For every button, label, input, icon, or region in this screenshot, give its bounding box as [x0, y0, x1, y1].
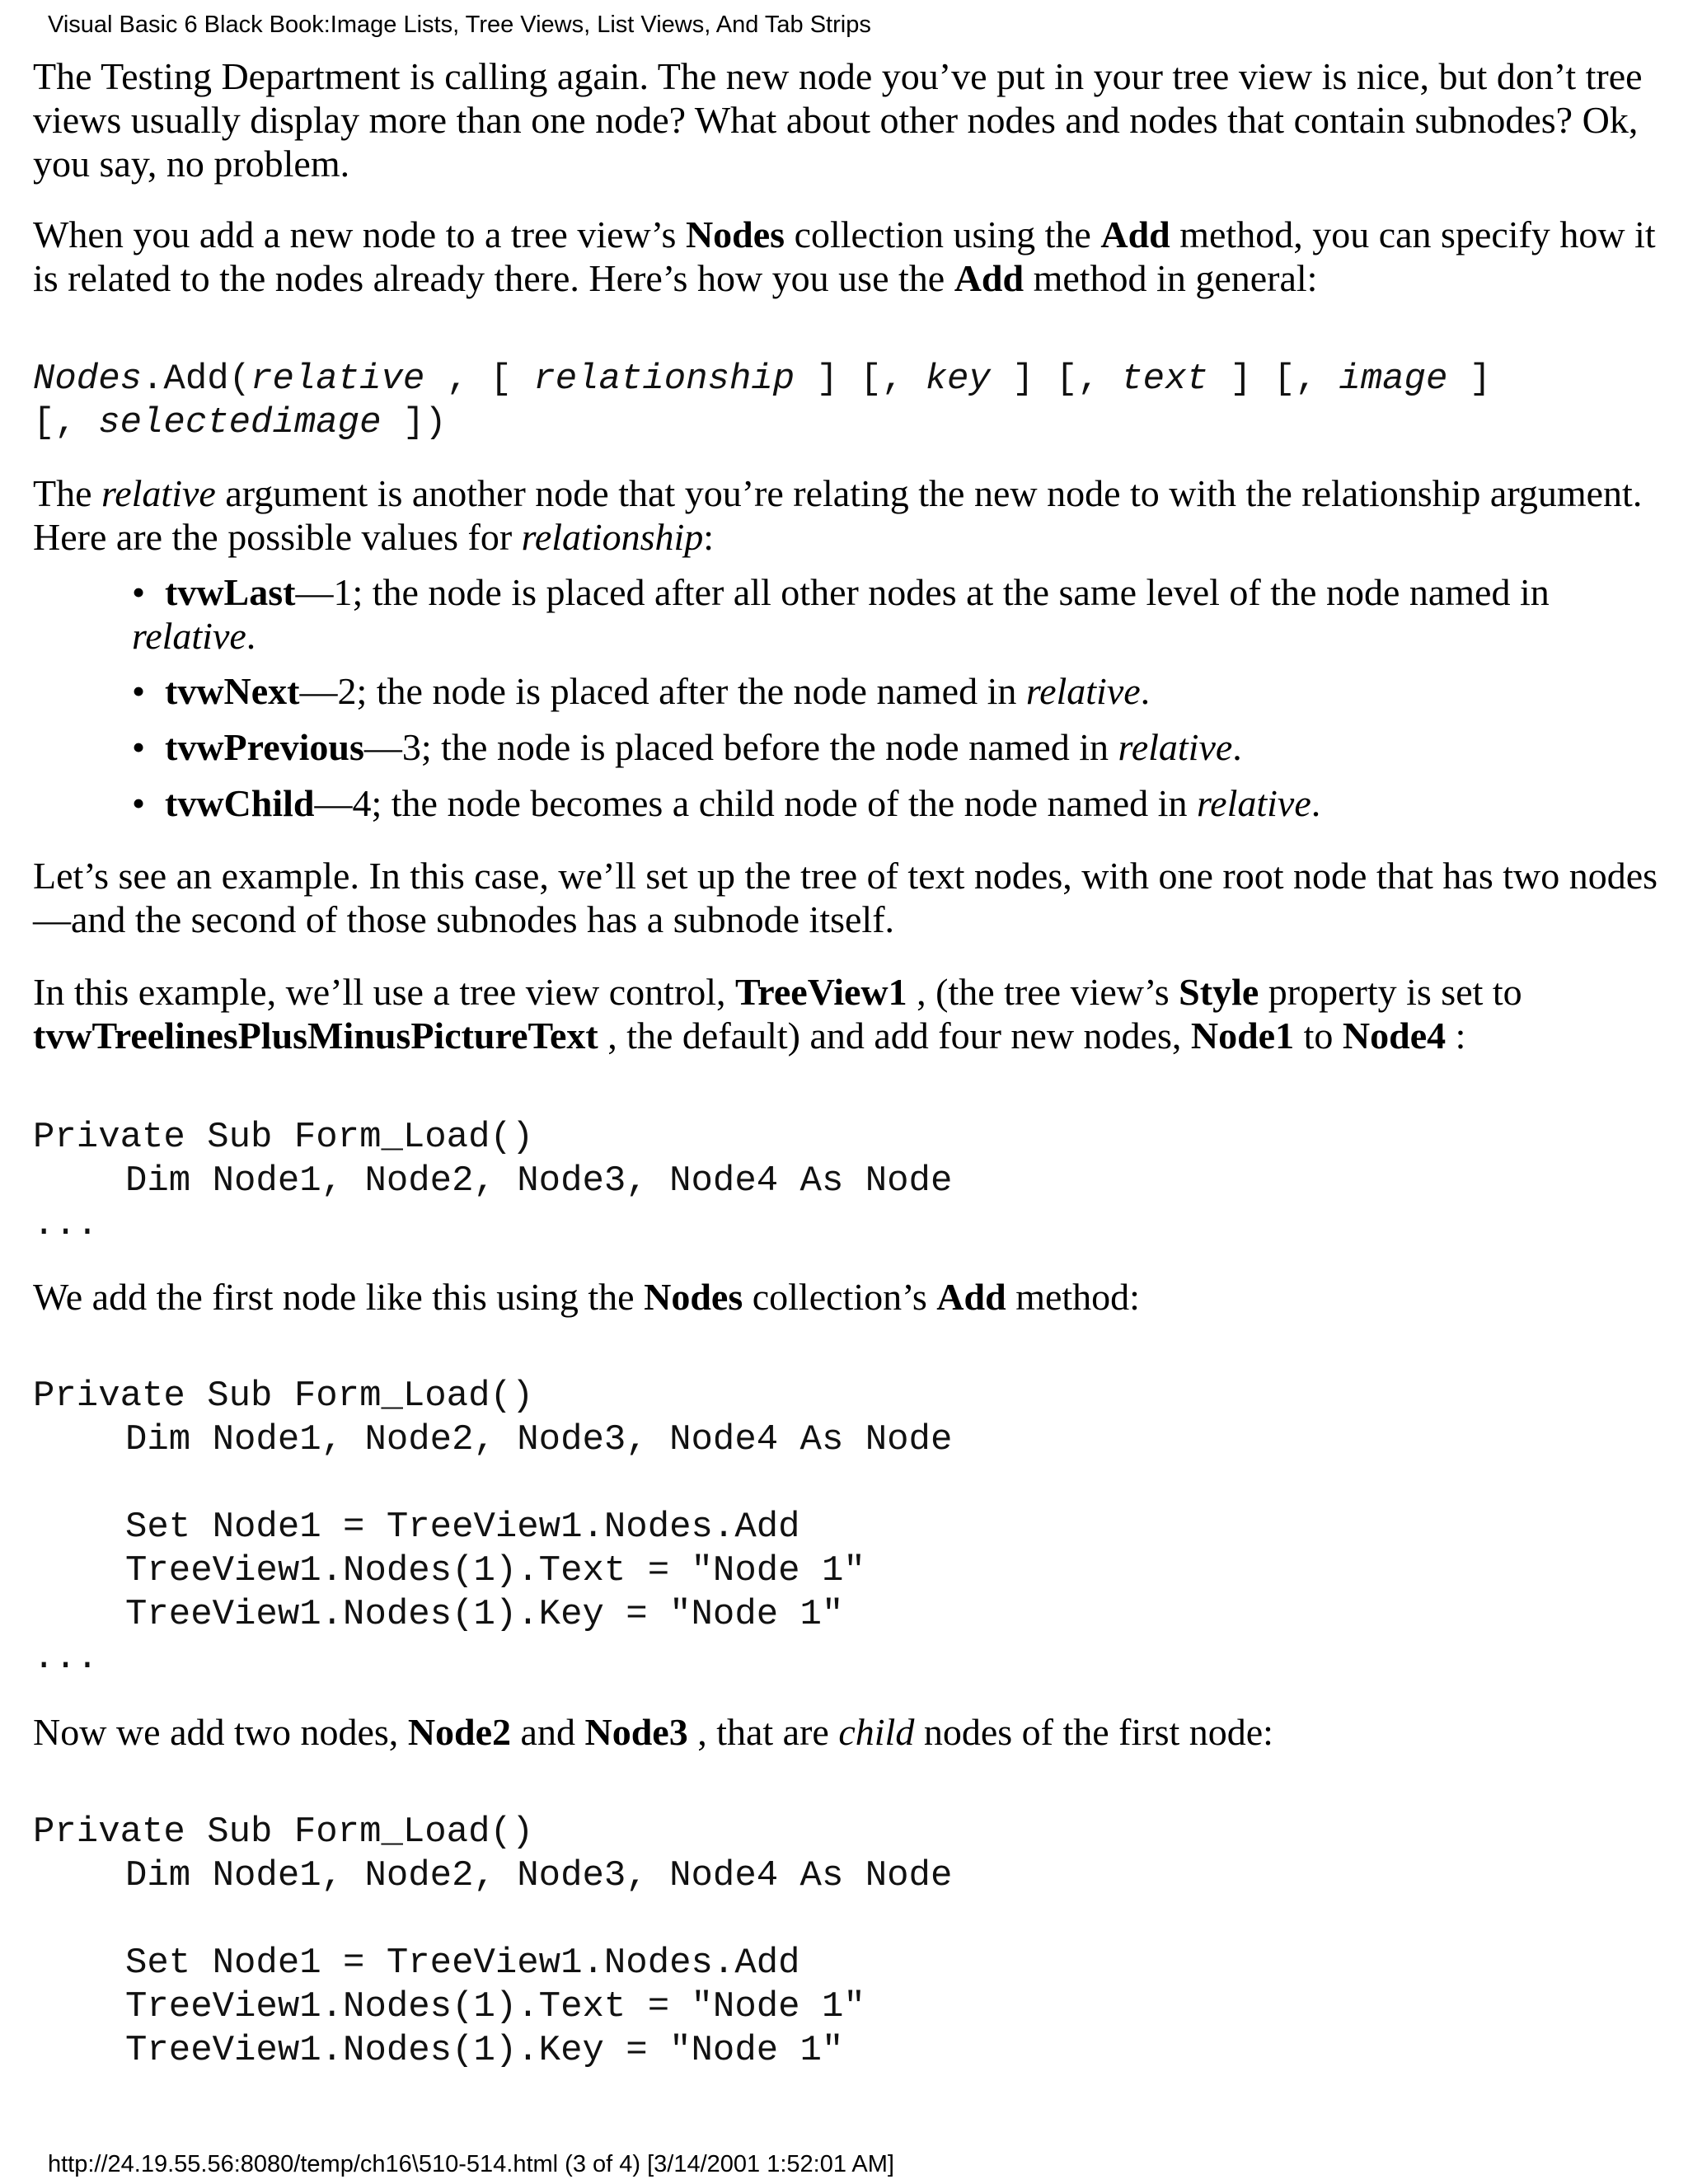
- keyword-add: Add: [1100, 213, 1170, 255]
- paragraph-add-method: When you add a new node to a tree view’s Nodes collection using the Add method, you can specify how it is related to the nodes already there. Here’s how you use the Add method in general:: [33, 213, 1656, 299]
- paragraph-intro: The Testing Department is calling again. The new node you’ve put in your tree view is nice, but don’t tree views usually display more than one node? What about other nodes and nodes that contain subnodes? Ok, you say, no problem.: [33, 55, 1643, 185]
- code-block-2: Private Sub Form_Load() Dim Node1, Node2, Node3, Node4 As Node Set Node1 = TreeView1.Nodes.Add TreeView1.Nodes(1).Text = "Node 1" TreeView1.Nodes(1).Key = "Node 1" ...: [33, 1376, 953, 1679]
- keyword-nodes: Nodes: [685, 213, 785, 255]
- paragraph-relative: The relative argument is another node that you’re relating the new node to with the relationship argument. Here are the possible values for relationship:: [33, 472, 1643, 558]
- paragraph-example: Let’s see an example. In this case, we’ll set up the tree of text nodes, with one root node that has two nodes—and the second of those subnodes has a subnode itself.: [33, 855, 1658, 940]
- list-item: • tvwChild—4; the node becomes a child node of the node named in relative.: [132, 782, 1321, 824]
- code-block-3: Private Sub Form_Load() Dim Node1, Node2, Node3, Node4 As Node Set Node1 = TreeView1.Nodes.Add TreeView1.Nodes(1).Text = "Node 1" TreeView1.Nodes(1).Key = "Node 1": [33, 1811, 953, 2071]
- page-footer: http://24.19.55.56:8080/temp/ch16\510-514.html (3 of 4) [3/14/2001 1:52:01 AM]: [48, 2151, 894, 2177]
- paragraph-first-node: We add the first node like this using the Nodes collection’s Add method:: [33, 1276, 1140, 1318]
- keyword-add: Add: [954, 257, 1025, 299]
- list-item: • tvwPrevious—3; the node is placed before the node named in relative.: [132, 726, 1242, 768]
- page-header: Visual Basic 6 Black Book:Image Lists, Tree Views, List Views, And Tab Strips: [48, 12, 871, 38]
- paragraph-child-nodes: Now we add two nodes, Node2 and Node3 , that are child nodes of the first node:: [33, 1711, 1273, 1753]
- paragraph-treeview: In this example, we’ll use a tree view control, TreeView1 , (the tree view’s Style property is set to tvwTreelinesPlusMinusPictureText , the default) and add four new nodes, Node1 to Node4 :: [33, 971, 1522, 1057]
- list-item: • tvwLast—1; the node is placed after all other nodes at the same level of the node named in relative.: [132, 571, 1550, 657]
- code-block-1: Private Sub Form_Load() Dim Node1, Node2, Node3, Node4 As Node ...: [33, 1117, 953, 1245]
- list-item: • tvwNext—2; the node is placed after the node named in relative.: [132, 670, 1151, 712]
- syntax-block: Nodes.Add(relative , [ relationship ] [, key ] [, text ] [, image ] [, selectedimage ]): [33, 359, 1492, 443]
